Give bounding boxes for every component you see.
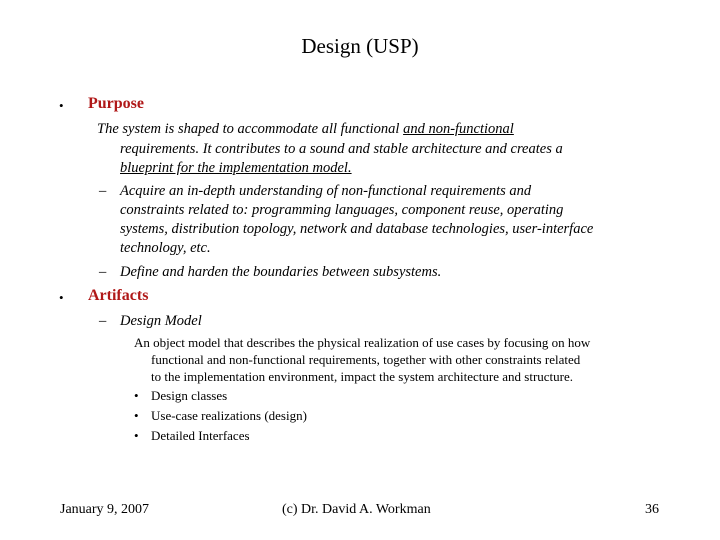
design-item-2: Use-case realizations (design)	[151, 408, 307, 423]
design-model-desc-line3: to the implementation environment, impact the system architecture and structure.	[151, 369, 574, 384]
sub-bullet-1: •	[134, 388, 139, 403]
design-item-1: Design classes	[151, 388, 228, 403]
design-model-desc-line1: An object model that describes the physical realization of use cases by focusing on how	[134, 335, 591, 350]
purpose-item-2-line1: Define and harden the boundaries between subsystems.	[120, 264, 442, 280]
sub-bullet-2: •	[134, 408, 139, 423]
purpose-item-1-line3: systems, distribution topology, network and database technologies, user-interface	[120, 221, 594, 237]
purpose-item-1-line1: Acquire an in-depth understanding of non-functional requirements and	[120, 183, 532, 199]
design-model-desc-line2: functional and non-functional requirements, together with other constraints related	[151, 352, 581, 367]
design-model-label: Design Model	[120, 313, 202, 329]
purpose-item-1-line4: technology, etc.	[120, 240, 211, 256]
purpose-heading: Purpose	[88, 95, 144, 112]
purpose-item-1-line2: constraints related to: programming languages, component reuse, operating	[120, 202, 564, 218]
purpose-text-line1	[97, 120, 514, 140]
dash-mark: –	[99, 183, 107, 199]
purpose-bullet: •	[59, 98, 64, 113]
footer-date: January 9, 2007	[60, 502, 150, 517]
footer-author: (c) Dr. David A. Workman	[282, 502, 431, 517]
dash-mark: –	[99, 264, 107, 280]
purpose-underlined-2: blueprint for the implementation model.	[120, 160, 352, 176]
sub-bullet-3: •	[134, 428, 139, 443]
purpose-text-start: The system is shaped to accommodate all functional	[97, 121, 404, 137]
purpose-text-line2: requirements. It contributes to a sound and stable architecture and creates a	[120, 141, 563, 157]
footer-page-number: 36	[645, 502, 659, 517]
artifacts-heading: Artifacts	[88, 287, 149, 304]
artifacts-bullet: •	[59, 290, 64, 305]
dash-mark: –	[99, 313, 107, 329]
purpose-underlined-1: and non-functional	[403, 121, 514, 137]
slide-title: Design (USP)	[301, 34, 419, 58]
purpose-text-line3	[120, 159, 352, 179]
design-item-3: Detailed Interfaces	[151, 428, 250, 443]
